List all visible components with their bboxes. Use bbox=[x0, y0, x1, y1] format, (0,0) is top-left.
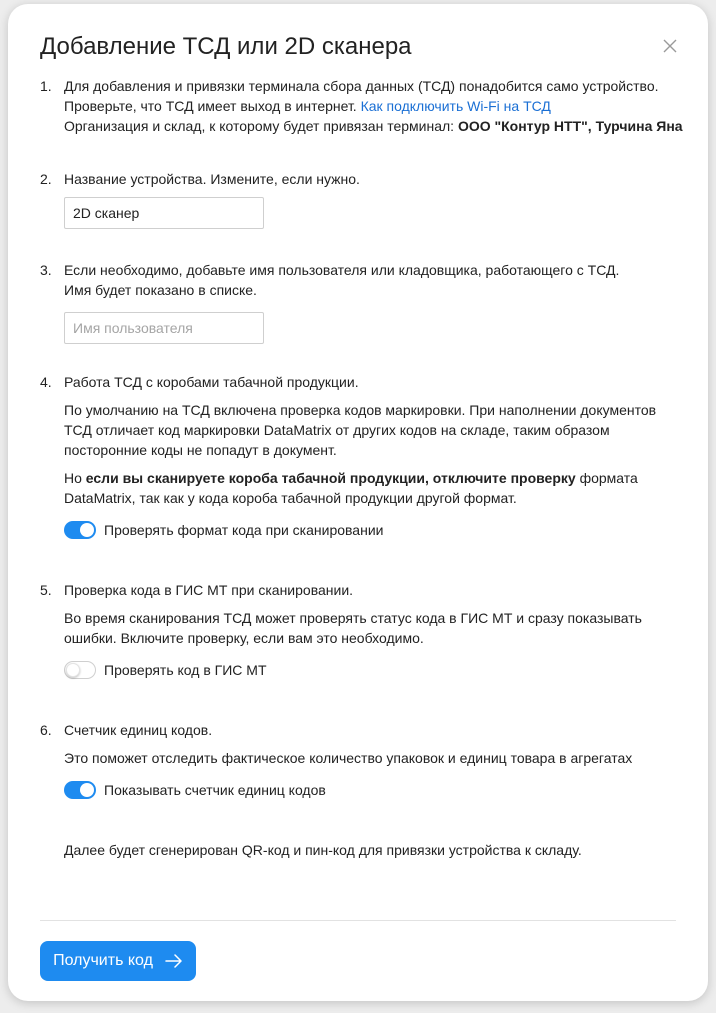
step-4-heading: Работа ТСД с коробами табачной продукции. bbox=[64, 374, 359, 390]
check-gis-toggle-label: Проверять код в ГИС МТ bbox=[104, 662, 267, 678]
step-4-paragraph-line: посторонние коды не попадут в документ. bbox=[64, 442, 337, 458]
step-number: 2. bbox=[40, 171, 52, 187]
check-format-toggle[interactable] bbox=[64, 521, 96, 539]
toggle-knob bbox=[66, 663, 80, 677]
step-number: 5. bbox=[40, 582, 52, 598]
toggle-knob bbox=[80, 523, 94, 537]
step-4-note-prefix: Но bbox=[64, 470, 82, 486]
divider bbox=[40, 920, 676, 921]
step-number: 1. bbox=[40, 78, 52, 94]
get-code-button[interactable] bbox=[40, 941, 196, 981]
step-number: 4. bbox=[40, 374, 52, 390]
organization-label: Организация и склад, к которому будет привязан терминал: bbox=[64, 118, 455, 134]
step-5-paragraph-line: ошибки. Включите проверку, если вам это необходимо. bbox=[64, 630, 424, 646]
step-6-paragraph: Это поможет отследить фактическое количество упаковок и единиц товара в агрегатах bbox=[64, 750, 633, 766]
step-3-subtext: Имя будет показано в списке. bbox=[64, 282, 257, 298]
dialog-title: Добавление ТСД или 2D сканера bbox=[40, 33, 412, 60]
step-3-text: Если необходимо, добавьте имя пользователя или кладовщика, работающего с ТСД. bbox=[64, 262, 620, 278]
organization-value: ООО "Контур НТТ", Турчина Яна bbox=[457, 118, 683, 134]
toggle-knob bbox=[80, 783, 94, 797]
step-4-paragraph-line: ТСД отличает код маркировки DataMatrix от других кодов на складе, таким образом bbox=[64, 422, 610, 438]
show-counter-toggle-label: Показывать счетчик единиц кодов bbox=[104, 782, 326, 798]
check-format-toggle-label: Проверять формат кода при сканировании bbox=[104, 522, 384, 538]
get-code-button-label: Получить код bbox=[53, 952, 153, 969]
step-5-paragraph-line: Во время сканирования ТСД может проверять статус кода в ГИС МТ и сразу показывать bbox=[64, 610, 642, 626]
arrow-right-icon bbox=[165, 954, 183, 968]
add-device-dialog bbox=[8, 4, 708, 1001]
username-input[interactable] bbox=[64, 312, 264, 344]
show-counter-toggle[interactable] bbox=[64, 781, 96, 799]
step-4-note-suffix: формата bbox=[579, 470, 638, 486]
step-1-text: Для добавления и привязки терминала сбора данных (ТСД) понадобится само устройство. bbox=[64, 78, 659, 94]
step-4-note-bold: если вы сканируете короба табачной продукции, отключите проверку bbox=[85, 470, 576, 486]
step-number: 3. bbox=[40, 262, 52, 278]
footer-note: Далее будет сгенерирован QR-код и пин-код для привязки устройства к складу. bbox=[64, 842, 582, 858]
check-gis-toggle[interactable] bbox=[64, 661, 96, 679]
step-1-internet-text: Проверьте, что ТСД имеет выход в интернет. bbox=[64, 98, 357, 114]
check-format-toggle-row[interactable] bbox=[64, 520, 684, 540]
show-counter-toggle-row[interactable] bbox=[64, 780, 684, 800]
step-number: 6. bbox=[40, 722, 52, 738]
close-button[interactable] bbox=[658, 34, 682, 58]
step-5-heading: Проверка кода в ГИС МТ при сканировании. bbox=[64, 582, 354, 598]
step-4-paragraph-line: По умолчанию на ТСД включена проверка кодов маркировки. При наполнении документов bbox=[64, 402, 657, 418]
device-name-input[interactable] bbox=[64, 197, 264, 229]
wifi-help-link[interactable]: Как подключить Wi-Fi на ТСД bbox=[360, 98, 551, 114]
step-6-heading: Счетчик единиц кодов. bbox=[64, 722, 213, 738]
step-4-note-line: DataMatrix, так как у кода короба табачной продукции другой формат. bbox=[64, 490, 517, 506]
step-2-text: Название устройства. Измените, если нужно. bbox=[64, 171, 360, 187]
check-gis-toggle-row[interactable] bbox=[64, 660, 684, 680]
close-icon bbox=[663, 39, 677, 53]
